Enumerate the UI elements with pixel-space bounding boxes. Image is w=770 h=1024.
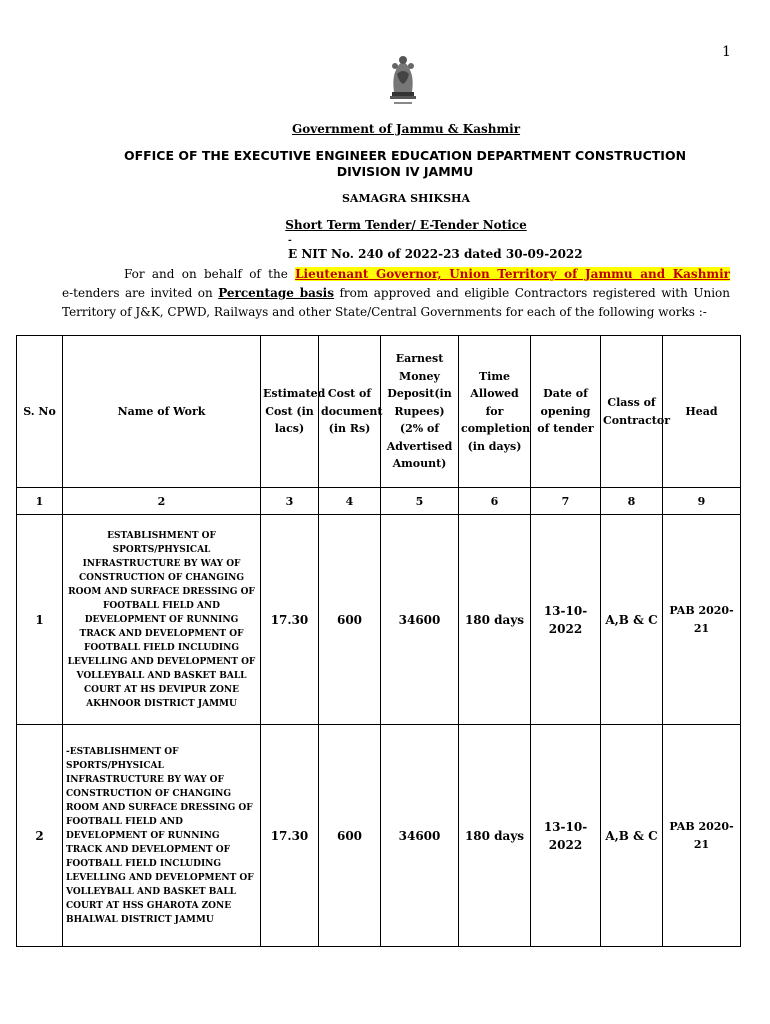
office-heading: OFFICE OF THE EXECUTIVE ENGINEER EDUCATION DEPARTMENT CONSTRUCTION DIVISION IV JAMMU (123, 148, 687, 179)
scheme-heading: SAMAGRA SHIKSHA (341, 192, 470, 205)
intro-text-1: For and on behalf of the (124, 267, 296, 281)
lieutenant-governor-highlight: Lieutenant Governor, Union Territory of Jammu and Kashmir (295, 267, 730, 281)
nit-number: E NIT No. 240 of 2022-23 dated 30-09-2022 (288, 247, 583, 261)
ashoka-emblem-icon (380, 52, 426, 108)
column-number: 7 (531, 488, 601, 515)
column-number: 3 (261, 488, 319, 515)
row-opening-date: 13-10-2022 (531, 725, 601, 947)
row-time-allowed: 180 days (459, 515, 531, 725)
row-contractor-class: A,B & C (601, 515, 663, 725)
column-number-row (17, 488, 741, 515)
header-name-of-work: Name of Work (63, 336, 261, 488)
column-number: 9 (663, 488, 741, 515)
row-document-cost: 600 (319, 515, 381, 725)
row-estimated-cost: 17.30 (261, 515, 319, 725)
tender-table (16, 335, 741, 947)
table-row (17, 515, 741, 725)
header-sno: S. No (17, 336, 63, 488)
column-number: 4 (319, 488, 381, 515)
row-estimated-cost: 17.30 (261, 725, 319, 947)
row-sno: 2 (17, 725, 63, 947)
header-earnest-money: Earnest Money Deposit(in Rupees) (2% of Advertised Amount) (381, 336, 459, 488)
column-number: 6 (459, 488, 531, 515)
header-row (17, 336, 741, 488)
column-number: 8 (601, 488, 663, 515)
column-number: 1 (17, 488, 63, 515)
notice-title: Short Term Tender/ E-Tender Notice (285, 218, 527, 232)
header-cost-of-document: Cost of document (in Rs) (319, 336, 381, 488)
intro-text-2: e-tenders are invited on (62, 286, 219, 300)
row-head: PAB 2020-21 (663, 515, 741, 725)
row-name-of-work: ESTABLISHMENT OF SPORTS/PHYSICAL INFRASTRUCTURE BY WAY OF CONSTRUCTION OF CHANGING ROOM AND SURFACE DRESSING OF FOOTBALL FIELD AND DEVELOPMENT OF RUNNING TRACK AND DEVELOPMENT OF FOOTBALL FIELD INCLUDING LEVELLING AND DEVELOPMENT OF VOLLEYBALL AND BASKET BALL COURT AT HS DEVIPUR ZONE AKHNOOR DISTRICT JAMMU (63, 515, 261, 725)
row-name-of-work: -ESTABLISHMENT OF SPORTS/PHYSICAL INFRASTRUCTURE BY WAY OF CONSTRUCTION OF CHANGING ROOM AND SURFACE DRESSING OF FOOTBALL FIELD AND DEVELOPMENT OF RUNNING TRACK AND DEVELOPMENT OF FOOTBALL FIELD INCLUDING LEVELLING AND DEVELOPMENT OF VOLLEYBALL AND BASKET BALL COURT AT HSS GHAROTA ZONE BHALWAL DISTRICT JAMMU (63, 725, 261, 947)
government-heading: Government of Jammu & Kashmir (291, 122, 521, 136)
row-sno: 1 (17, 515, 63, 725)
percentage-basis: Percentage basis (218, 286, 334, 300)
notice-dash: - (288, 236, 292, 246)
header-class-of-contractor: Class of Contractor (601, 336, 663, 488)
row-earnest-money: 34600 (381, 515, 459, 725)
header-time-allowed: Time Allowed for completion (in days) (459, 336, 531, 488)
row-earnest-money: 34600 (381, 725, 459, 947)
row-opening-date: 13-10-2022 (531, 515, 601, 725)
row-time-allowed: 180 days (459, 725, 531, 947)
row-contractor-class: A,B & C (601, 725, 663, 947)
header-estimated-cost: Estimated Cost (in lacs) (261, 336, 319, 488)
column-number: 5 (381, 488, 459, 515)
page-number: 1 (722, 44, 731, 60)
table-row (17, 725, 741, 947)
row-head: PAB 2020-21 (663, 725, 741, 947)
row-document-cost: 600 (319, 725, 381, 947)
header-head: Head (663, 336, 741, 488)
header-date-of-opening: Date of opening of tender (531, 336, 601, 488)
intro-paragraph (62, 265, 730, 322)
column-number: 2 (63, 488, 261, 515)
intro-text-3: from approved and eligible Contractors registered with Union Territory of J&K, CPWD, Railways and other State/Central Governments for each of the following works :- (62, 286, 730, 319)
